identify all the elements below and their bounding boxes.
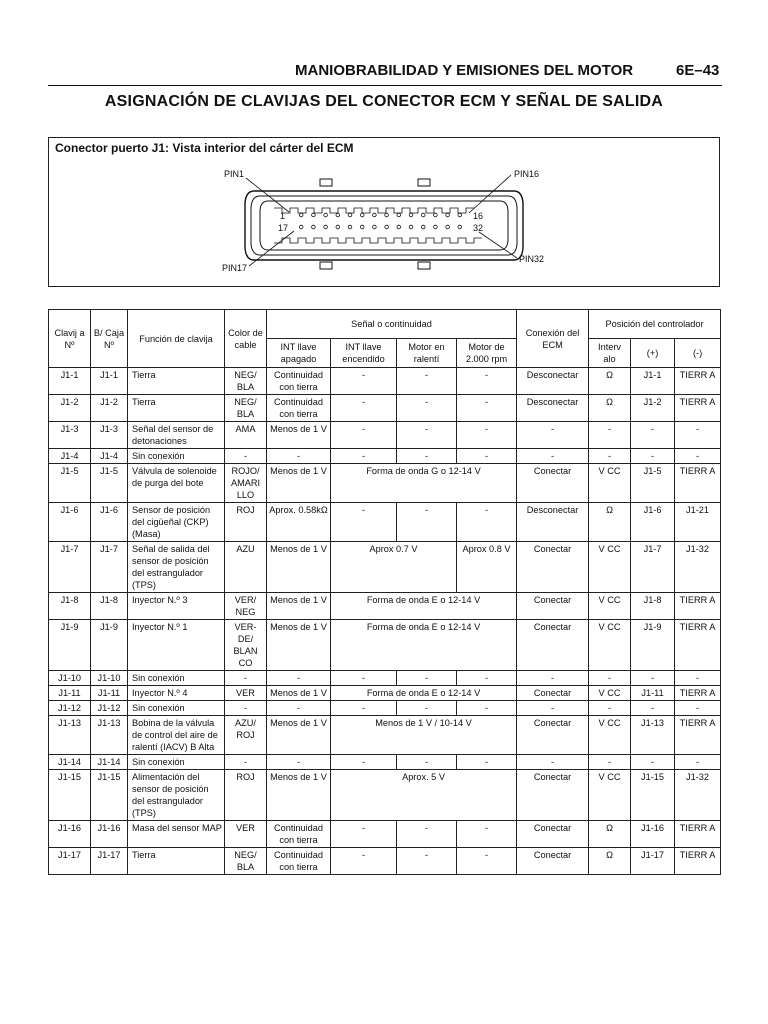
- cell-function: Sensor de posición del cigüeñal (CKP) (Masa): [128, 503, 225, 542]
- cell-ecm: Conectar: [517, 821, 589, 848]
- pin-number-16: 16: [473, 211, 484, 221]
- cell-pin: J1-11: [49, 686, 91, 701]
- cell-pin: J1-14: [49, 755, 91, 770]
- cell-plus: -: [631, 422, 675, 449]
- cell-color: VER- DE/ BLAN CO: [225, 620, 267, 671]
- cell-range: -: [589, 755, 631, 770]
- cell-range: Ω: [589, 503, 631, 542]
- cell-rpm: -: [457, 821, 517, 848]
- cell-pin: J1-15: [49, 770, 91, 821]
- cell-span: Forma de onda E o 12-14 V: [331, 593, 517, 620]
- pin-hole: [446, 225, 450, 229]
- connector-top-teeth: [274, 208, 474, 213]
- table-row: [49, 755, 721, 770]
- cell-box: J1-10: [91, 671, 128, 686]
- cell-function: Inyector N.º 4: [128, 686, 225, 701]
- pin-hole: [373, 225, 377, 229]
- cell-rpm: -: [457, 368, 517, 395]
- cell-rpm: Aprox 0.8 V: [457, 542, 517, 593]
- cell-color: ROJ: [225, 503, 267, 542]
- table-row: [49, 464, 721, 503]
- pin16-label: PIN16: [514, 169, 540, 179]
- pin-hole: [336, 213, 340, 217]
- cell-plus: J1-15: [631, 770, 675, 821]
- cell-idle: -: [397, 821, 457, 848]
- table-row: [49, 620, 721, 671]
- cell-rpm: -: [457, 503, 517, 542]
- cell-rpm: -: [457, 755, 517, 770]
- table-row: [49, 449, 721, 464]
- cell-color: NEG/ BLA: [225, 395, 267, 422]
- cell-box: J1-1: [91, 368, 128, 395]
- cell-color: NEG/ BLA: [225, 368, 267, 395]
- header-wire-color: Color de cable: [225, 310, 267, 368]
- table-row: [49, 848, 721, 875]
- cell-pin: J1-1: [49, 368, 91, 395]
- cell-plus: -: [631, 449, 675, 464]
- header-ecm-connection: Conexión del ECM: [517, 310, 589, 368]
- connector-diagram: [49, 138, 721, 288]
- header-int-off: INT llave apagado: [267, 339, 331, 368]
- pin-hole: [458, 225, 462, 229]
- pin-hole: [299, 225, 303, 229]
- cell-ecm: Conectar: [517, 686, 589, 701]
- table-row: [49, 671, 721, 686]
- cell-range: V CC: [589, 770, 631, 821]
- cell-on: -: [331, 671, 397, 686]
- pin-hole: [434, 225, 438, 229]
- cell-function: Sin conexión: [128, 755, 225, 770]
- cell-ecm: Conectar: [517, 770, 589, 821]
- header-2000rpm: Motor de 2.000 rpm: [457, 339, 517, 368]
- cell-minus: J1-21: [675, 503, 721, 542]
- cell-ecm: Desconectar: [517, 503, 589, 542]
- cell-minus: TIERR A: [675, 464, 721, 503]
- pin-hole: [385, 213, 389, 217]
- header-position-group: Posición del controlador: [589, 310, 721, 339]
- cell-idle: -: [397, 503, 457, 542]
- cell-color: AMA: [225, 422, 267, 449]
- cell-rpm: -: [457, 671, 517, 686]
- table-row: [49, 716, 721, 755]
- cell-ecm: Conectar: [517, 464, 589, 503]
- pin-hole: [312, 213, 316, 217]
- cell-pin: J1-4: [49, 449, 91, 464]
- cell-off: Continuidad con tierra: [267, 821, 331, 848]
- cell-range: Ω: [589, 368, 631, 395]
- cell-plus: -: [631, 701, 675, 716]
- cell-plus: J1-16: [631, 821, 675, 848]
- pin-hole: [421, 213, 425, 217]
- cell-box: J1-16: [91, 821, 128, 848]
- cell-color: ROJO/ AMARI LLO: [225, 464, 267, 503]
- cell-ecm: Conectar: [517, 620, 589, 671]
- cell-plus: J1-2: [631, 395, 675, 422]
- cell-off: Menos de 1 V: [267, 686, 331, 701]
- pin-hole: [360, 213, 364, 217]
- cell-off: Continuidad con tierra: [267, 395, 331, 422]
- cell-range: -: [589, 449, 631, 464]
- cell-range: -: [589, 671, 631, 686]
- page-number: 6E–43: [676, 62, 720, 79]
- pin17-label: PIN17: [222, 263, 248, 273]
- cell-on: -: [331, 449, 397, 464]
- header-range: Interv alo: [589, 339, 631, 368]
- cell-plus: J1-17: [631, 848, 675, 875]
- cell-minus: TIERR A: [675, 395, 721, 422]
- cell-idle: -: [397, 395, 457, 422]
- pin-hole: [324, 213, 328, 217]
- table-row: [49, 422, 721, 449]
- cell-pin: J1-7: [49, 542, 91, 593]
- cell-on: -: [331, 848, 397, 875]
- cell-range: Ω: [589, 848, 631, 875]
- cell-plus: J1-5: [631, 464, 675, 503]
- cell-color: -: [225, 449, 267, 464]
- table-row: [49, 770, 721, 821]
- page-title: ASIGNACIÓN DE CLAVIJAS DEL CONECTOR ECM Y SEÑAL DE SALIDA: [104, 93, 664, 110]
- cell-pin: J1-8: [49, 593, 91, 620]
- cell-on: -: [331, 368, 397, 395]
- pin-hole: [409, 213, 413, 217]
- cell-on: -: [331, 395, 397, 422]
- cell-off: Menos de 1 V: [267, 716, 331, 755]
- connector-bottom-teeth: [274, 238, 482, 243]
- cell-ecm: -: [517, 701, 589, 716]
- cell-on: -: [331, 821, 397, 848]
- header-idle: Motor en ralentí: [397, 339, 457, 368]
- cell-function: Señal de salida del sensor de posición del estrangulador (TPS): [128, 542, 225, 593]
- header-box: B/ Caja Nº: [91, 310, 128, 368]
- cell-pin: J1-10: [49, 671, 91, 686]
- cell-minus: -: [675, 701, 721, 716]
- cell-box: J1-6: [91, 503, 128, 542]
- cell-plus: J1-11: [631, 686, 675, 701]
- cell-span: Forma de onda G o 12-14 V: [331, 464, 517, 503]
- cell-function: Sin conexión: [128, 701, 225, 716]
- cell-minus: -: [675, 671, 721, 686]
- cell-ecm: Conectar: [517, 848, 589, 875]
- cell-off: Menos de 1 V: [267, 422, 331, 449]
- pin-hole: [324, 225, 328, 229]
- cell-function: Tierra: [128, 395, 225, 422]
- cell-function: Sin conexión: [128, 449, 225, 464]
- cell-rpm: -: [457, 848, 517, 875]
- cell-rpm: -: [457, 701, 517, 716]
- cell-function: Inyector N.º 3: [128, 593, 225, 620]
- cell-span: Forma de onda E o 12-14 V: [331, 686, 517, 701]
- cell-idle: -: [397, 449, 457, 464]
- connector-latch: [320, 262, 332, 269]
- cell-idle: -: [397, 671, 457, 686]
- cell-off: Continuidad con tierra: [267, 368, 331, 395]
- cell-function: Bobina de la válvula de control del aire de ralentí (IACV) B Alta: [128, 716, 225, 755]
- cell-box: J1-5: [91, 464, 128, 503]
- header-function: Función de clavija: [128, 310, 225, 368]
- cell-plus: J1-13: [631, 716, 675, 755]
- cell-plus: J1-9: [631, 620, 675, 671]
- header-rule: [48, 85, 722, 86]
- pin-hole: [348, 225, 352, 229]
- cell-plus: -: [631, 671, 675, 686]
- pin-hole: [409, 225, 413, 229]
- pin-hole: [312, 225, 316, 229]
- header-int-on: INT llave encendido: [331, 339, 397, 368]
- cell-span: Forma de onda E o 12-14 V: [331, 620, 517, 671]
- cell-box: J1-17: [91, 848, 128, 875]
- pin-hole: [397, 225, 401, 229]
- pin-number-17: 17: [278, 223, 289, 233]
- pin32-leader: [479, 232, 517, 258]
- cell-minus: TIERR A: [675, 848, 721, 875]
- cell-box: J1-9: [91, 620, 128, 671]
- cell-color: -: [225, 755, 267, 770]
- cell-idle: -: [397, 848, 457, 875]
- connector-caption: Conector puerto J1: Vista interior del cárter del ECM: [55, 141, 354, 155]
- cell-range: -: [589, 701, 631, 716]
- cell-plus: J1-8: [631, 593, 675, 620]
- cell-color: VER: [225, 821, 267, 848]
- cell-minus: TIERR A: [675, 593, 721, 620]
- section-title: MANIOBRABILIDAD Y EMISIONES DEL MOTOR: [295, 62, 634, 79]
- pin-hole: [458, 213, 462, 217]
- cell-on: -: [331, 701, 397, 716]
- pin-hole: [421, 225, 425, 229]
- cell-off: Menos de 1 V: [267, 542, 331, 593]
- cell-function: Alimentación del sensor de posición del estrangulador (TPS): [128, 770, 225, 821]
- cell-plus: J1-7: [631, 542, 675, 593]
- cell-box: J1-4: [91, 449, 128, 464]
- cell-plus: J1-1: [631, 368, 675, 395]
- cell-idle: -: [397, 422, 457, 449]
- connector-latch: [418, 262, 430, 269]
- cell-box: J1-11: [91, 686, 128, 701]
- cell-function: Señal del sensor de detonaciones: [128, 422, 225, 449]
- cell-range: V CC: [589, 542, 631, 593]
- cell-pin: J1-13: [49, 716, 91, 755]
- cell-function: Masa del sensor MAP: [128, 821, 225, 848]
- cell-ecm: Conectar: [517, 542, 589, 593]
- table-row: [49, 542, 721, 593]
- cell-box: J1-13: [91, 716, 128, 755]
- cell-range: -: [589, 422, 631, 449]
- header-pin: Clavij a Nº: [49, 310, 91, 368]
- cell-minus: TIERR A: [675, 368, 721, 395]
- cell-idle: -: [397, 368, 457, 395]
- cell-ecm: Conectar: [517, 716, 589, 755]
- cell-range: V CC: [589, 716, 631, 755]
- cell-plus: -: [631, 755, 675, 770]
- cell-box: J1-12: [91, 701, 128, 716]
- pin-number-32: 32: [473, 223, 484, 233]
- cell-plus: J1-6: [631, 503, 675, 542]
- cell-off: Aprox. 0.58kΩ: [267, 503, 331, 542]
- cell-rpm: -: [457, 395, 517, 422]
- page-header: [0, 62, 768, 84]
- cell-off: Continuidad con tierra: [267, 848, 331, 875]
- cell-minus: TIERR A: [675, 620, 721, 671]
- cell-on: -: [331, 503, 397, 542]
- cell-function: Sin conexión: [128, 671, 225, 686]
- pin-hole: [360, 225, 364, 229]
- header-plus: (+): [631, 339, 675, 368]
- pin-hole: [299, 213, 303, 217]
- cell-color: NEG/ BLA: [225, 848, 267, 875]
- cell-box: J1-7: [91, 542, 128, 593]
- cell-off: Menos de 1 V: [267, 770, 331, 821]
- cell-function: Inyector N.º 1: [128, 620, 225, 671]
- cell-range: V CC: [589, 620, 631, 671]
- pin-number-1: 1: [280, 211, 286, 221]
- cell-range: V CC: [589, 593, 631, 620]
- cell-box: J1-14: [91, 755, 128, 770]
- cell-off: -: [267, 449, 331, 464]
- cell-span: Menos de 1 V / 10-14 V: [331, 716, 517, 755]
- cell-off: -: [267, 701, 331, 716]
- cell-idle: -: [397, 755, 457, 770]
- cell-minus: -: [675, 449, 721, 464]
- cell-ecm: Desconectar: [517, 395, 589, 422]
- table-row: [49, 503, 721, 542]
- cell-box: J1-3: [91, 422, 128, 449]
- cell-function: Tierra: [128, 848, 225, 875]
- cell-box: J1-8: [91, 593, 128, 620]
- cell-minus: TIERR A: [675, 716, 721, 755]
- pin32-label: PIN32: [519, 254, 545, 264]
- cell-minus: -: [675, 422, 721, 449]
- cell-color: AZU: [225, 542, 267, 593]
- cell-ecm: -: [517, 422, 589, 449]
- pin-hole: [336, 225, 340, 229]
- pin-hole: [373, 213, 377, 217]
- cell-pin: J1-9: [49, 620, 91, 671]
- connector-latch: [418, 179, 430, 186]
- cell-minus: J1-32: [675, 542, 721, 593]
- cell-function: Tierra: [128, 368, 225, 395]
- cell-pin: J1-6: [49, 503, 91, 542]
- pin-hole: [385, 225, 389, 229]
- cell-off: Menos de 1 V: [267, 464, 331, 503]
- cell-on: -: [331, 755, 397, 770]
- cell-rpm: -: [457, 422, 517, 449]
- cell-pin: J1-5: [49, 464, 91, 503]
- table-row: [49, 686, 721, 701]
- table-row: [49, 368, 721, 395]
- cell-range: Ω: [589, 821, 631, 848]
- cell-color: -: [225, 701, 267, 716]
- pin17-leader: [249, 231, 294, 266]
- cell-idle: -: [397, 701, 457, 716]
- pin1-label: PIN1: [224, 169, 245, 179]
- cell-span: Aprox. 5 V: [331, 770, 517, 821]
- cell-off: Menos de 1 V: [267, 620, 331, 671]
- cell-box: J1-2: [91, 395, 128, 422]
- pin-hole: [434, 213, 438, 217]
- cell-box: J1-15: [91, 770, 128, 821]
- cell-ecm: Desconectar: [517, 368, 589, 395]
- cell-pin: J1-12: [49, 701, 91, 716]
- cell-color: VER: [225, 686, 267, 701]
- cell-off: Menos de 1 V: [267, 593, 331, 620]
- cell-function: Válvula de solenoide de purga del bote: [128, 464, 225, 503]
- pin-hole: [446, 213, 450, 217]
- cell-color: VER/ NEG: [225, 593, 267, 620]
- cell-ecm: -: [517, 755, 589, 770]
- cell-off: -: [267, 671, 331, 686]
- cell-color: ROJ: [225, 770, 267, 821]
- table-row: [49, 821, 721, 848]
- cell-off: -: [267, 755, 331, 770]
- header-minus: (-): [675, 339, 721, 368]
- pin-hole: [397, 213, 401, 217]
- cell-rpm: -: [457, 449, 517, 464]
- pin-assignment-table: [48, 309, 721, 875]
- cell-ecm: -: [517, 671, 589, 686]
- cell-minus: TIERR A: [675, 686, 721, 701]
- connector-latch: [320, 179, 332, 186]
- cell-pin: J1-16: [49, 821, 91, 848]
- pin-rows: [49, 368, 721, 875]
- table-row: [49, 395, 721, 422]
- cell-pin: J1-17: [49, 848, 91, 875]
- cell-span2: Aprox 0.7 V: [331, 542, 457, 593]
- pin-holes: [299, 213, 461, 229]
- cell-on: -: [331, 422, 397, 449]
- cell-pin: J1-2: [49, 395, 91, 422]
- cell-color: -: [225, 671, 267, 686]
- cell-minus: J1-32: [675, 770, 721, 821]
- connector-figure: [48, 137, 720, 287]
- header-signal-group: Señal o continuidad: [267, 310, 517, 339]
- pin-hole: [348, 213, 352, 217]
- pin1-leader: [246, 178, 289, 212]
- cell-pin: J1-3: [49, 422, 91, 449]
- pin16-leader: [469, 175, 511, 213]
- cell-ecm: -: [517, 449, 589, 464]
- table-row: [49, 593, 721, 620]
- cell-range: Ω: [589, 395, 631, 422]
- cell-range: V CC: [589, 464, 631, 503]
- cell-minus: TIERR A: [675, 821, 721, 848]
- cell-color: AZU/ ROJ: [225, 716, 267, 755]
- cell-ecm: Conectar: [517, 593, 589, 620]
- table-row: [49, 701, 721, 716]
- cell-range: V CC: [589, 686, 631, 701]
- cell-minus: -: [675, 755, 721, 770]
